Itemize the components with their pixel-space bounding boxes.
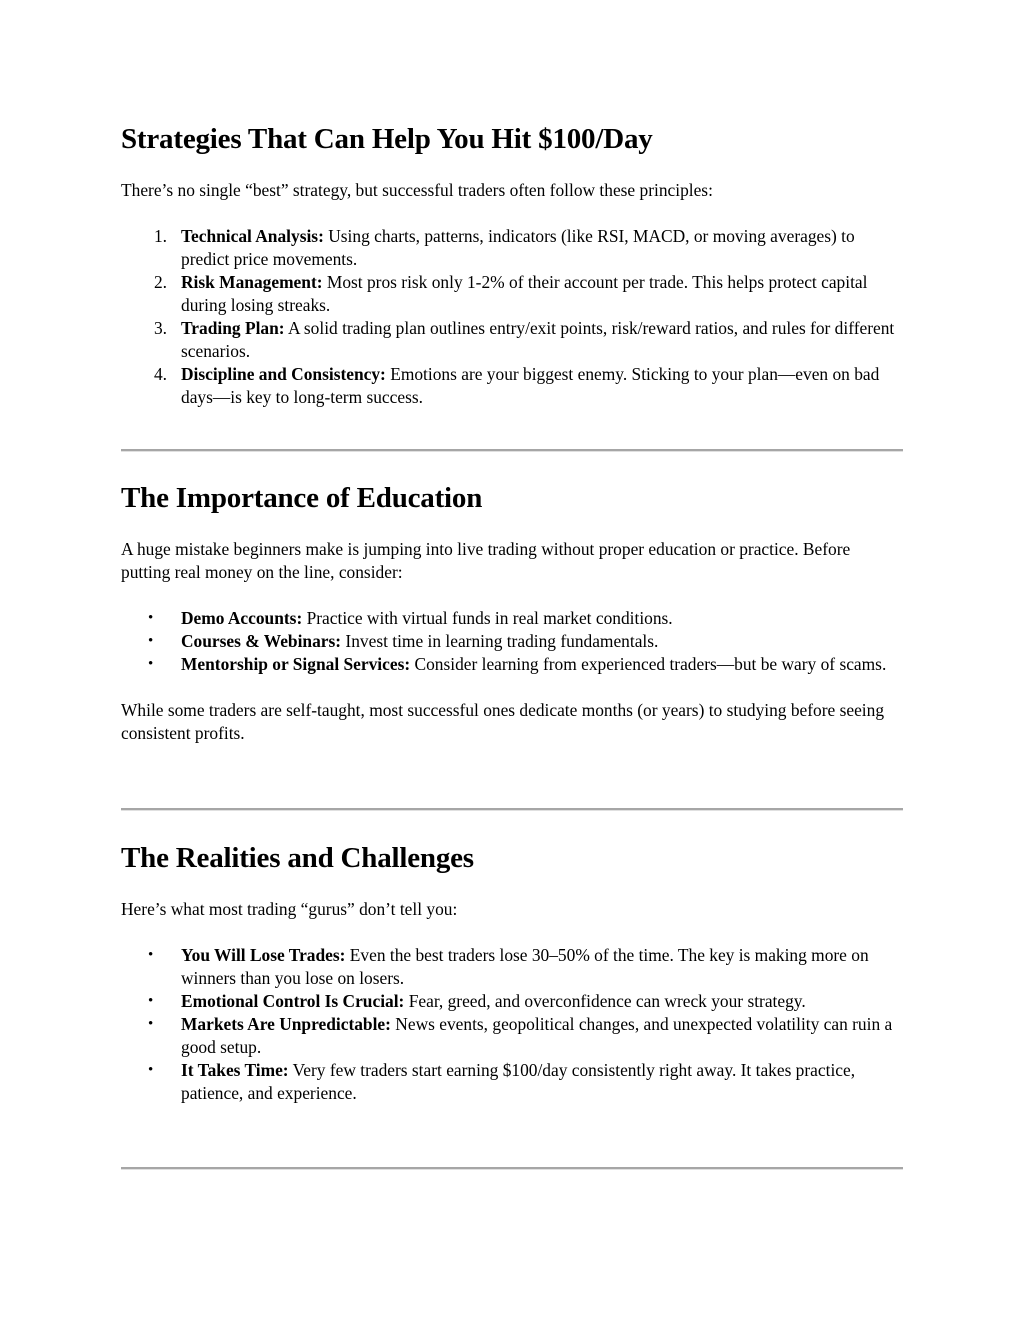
list-item-term: Markets Are Unpredictable: xyxy=(181,1014,391,1034)
list-item xyxy=(121,1059,903,1105)
horizontal-rule xyxy=(121,1167,903,1170)
bullet-icon: • xyxy=(148,633,154,649)
list-item-term: Emotional Control Is Crucial: xyxy=(181,991,405,1011)
list-item xyxy=(121,990,903,1013)
list-item-term: Risk Management: xyxy=(181,272,323,292)
bullet-icon: • xyxy=(148,993,154,1009)
bullet-icon: • xyxy=(148,1016,154,1032)
numbered-list xyxy=(121,225,903,409)
horizontal-rule xyxy=(121,808,903,811)
list-item xyxy=(121,630,903,653)
section-strategies xyxy=(121,122,903,409)
bullet-icon: • xyxy=(148,947,154,963)
list-item-text: Consider learning from experienced traders—but be wary of scams. xyxy=(410,654,887,674)
bullet-icon: • xyxy=(148,656,154,672)
list-item-term: Technical Analysis: xyxy=(181,226,324,246)
list-item-term: Courses & Webinars: xyxy=(181,631,342,651)
list-item-text: News events, geopolitical changes, and unexpected volatility can ruin a good setup. xyxy=(181,1014,893,1057)
section-intro: Here’s what most trading “gurus” don’t tell you: xyxy=(121,899,458,919)
list-item-text: Even the best traders lose 30–50% of the time. The key is making more on winners than you lose on losers. xyxy=(181,945,869,988)
list-item-text: Practice with virtual funds in real market conditions. xyxy=(302,608,673,628)
section-heading: Strategies That Can Help You Hit $100/Day xyxy=(121,123,653,155)
list-item-text: Most pros risk only 1-2% of their account per trade. This helps protect capital during losing streaks. xyxy=(181,272,868,315)
section-realities xyxy=(121,841,903,1105)
list-number: 3. xyxy=(153,318,167,338)
list-item-term: It Takes Time: xyxy=(181,1060,289,1080)
list-item xyxy=(121,1013,903,1059)
section-heading: The Importance of Education xyxy=(121,482,483,514)
section-intro: A huge mistake beginners make is jumping into live trading without proper education or practice. Before putting real money on the line, consider: xyxy=(121,539,851,582)
list-item-text: A solid trading plan outlines entry/exit points, risk/reward ratios, and rules for different scenarios. xyxy=(181,318,895,361)
section-heading: The Realities and Challenges xyxy=(121,842,474,874)
list-item-text: Very few traders start earning $100/day consistently right away. It takes practice, patience, and experience. xyxy=(181,1060,856,1103)
section-education xyxy=(121,481,903,745)
list-number: 2. xyxy=(153,272,167,292)
list-item xyxy=(121,225,903,271)
list-item-term: Mentorship or Signal Services: xyxy=(181,654,411,674)
list-item-text: Emotions are your biggest enemy. Sticking to your plan—even on bad days—is key to long-term success. xyxy=(181,364,880,407)
horizontal-rule xyxy=(121,449,903,452)
list-item xyxy=(121,607,903,630)
bullet-icon: • xyxy=(148,1062,154,1078)
bullet-list xyxy=(121,944,903,1105)
bullet-list xyxy=(121,607,903,676)
list-item xyxy=(121,271,903,317)
list-number: 4. xyxy=(153,364,167,384)
list-item-term: Trading Plan: xyxy=(181,318,285,338)
list-item-term: Demo Accounts: xyxy=(181,608,303,628)
bullet-icon: • xyxy=(148,610,154,626)
list-item xyxy=(121,317,903,363)
list-item-text: Using charts, patterns, indicators (like RSI, MACD, or moving averages) to predict price movements. xyxy=(181,226,855,269)
section-intro: There’s no single “best” strategy, but successful traders often follow these principles: xyxy=(121,180,713,200)
list-number: 1. xyxy=(153,226,167,246)
list-item-text: Fear, greed, and overconfidence can wreck your strategy. xyxy=(404,991,806,1011)
list-item xyxy=(121,363,903,409)
list-item-term: You Will Lose Trades: xyxy=(181,945,346,965)
list-item-text: Invest time in learning trading fundamentals. xyxy=(341,631,659,651)
list-item-term: Discipline and Consistency: xyxy=(181,364,386,384)
section-outro: While some traders are self-taught, most successful ones dedicate months (or years) to studying before seeing consistent profits. xyxy=(121,700,885,743)
list-item xyxy=(121,944,903,990)
list-item xyxy=(121,653,903,676)
